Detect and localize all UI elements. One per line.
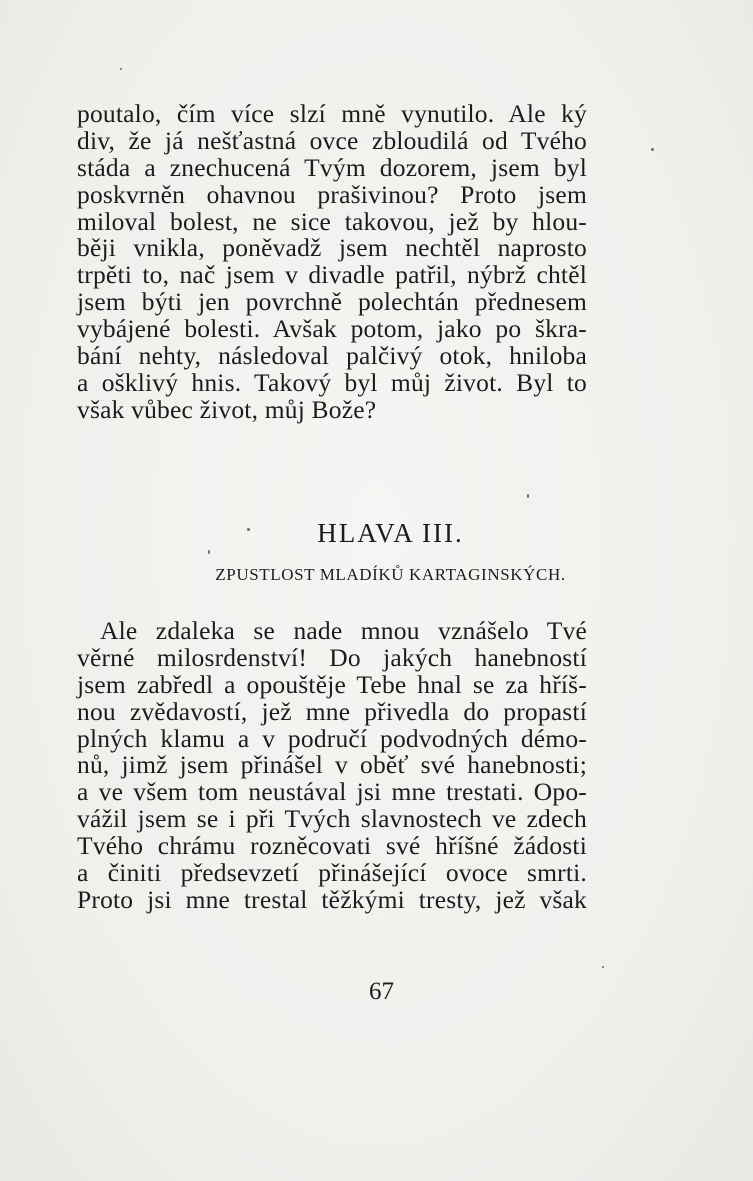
text-line: Proto jsi mne trestal těžkými tresty, jež však (77, 884, 587, 914)
text-line: a činiti předsevzetí přinášející ovoce smrti. (77, 858, 587, 888)
paper-speck (208, 550, 210, 554)
text-line: poutalo, čím více slzí mně vynutilo. Ale ký (77, 99, 587, 128)
text-line: však vůbec život, můj Bože? (77, 394, 377, 424)
text-line: plných klamu a v područí podvodných démo- (77, 723, 587, 753)
text-line: nou zvědavostí, jež mne přivedla do propastí (77, 696, 587, 726)
paper-speck (602, 966, 604, 968)
paragraph-2 (77, 618, 587, 914)
text-line: bání nehty, následoval palčivý otok, hniloba (77, 341, 587, 371)
text-line: nů, jimž jsem přinášel v oběť své hanebnosti; (77, 750, 587, 780)
chapter-title: HLAVA III. (317, 518, 464, 548)
text-line: Tvého chrámu rozněcovati své hříšné žádosti (77, 831, 587, 861)
text-line: miloval bolest, ne sice takovou, jež by hlou- (77, 206, 587, 236)
text-line: a ve všem tom neustával jsi mne trestati. Opo- (77, 777, 587, 807)
paragraph-1 (77, 101, 587, 424)
text-line: běji vnikla, poněvadž jsem nechtěl naprosto (77, 233, 587, 263)
text-line: div, že já nešťastná ovce zbloudilá od Tvého (77, 125, 587, 155)
page-number: 67 (369, 978, 394, 1005)
text-line: a ošklivý hnis. Takový byl můj život. Byl to (77, 367, 587, 397)
text-line: vybájené bolesti. Avšak potom, jako po škra- (77, 314, 587, 344)
text-line: vážil jsem se i při Tvých slavnostech ve zdech (77, 804, 587, 834)
text-line: poskvrněn ohavnou prašivinou? Proto jsem (77, 179, 587, 209)
paper-speck (247, 528, 250, 531)
text-line: jsem zabředl a opouštěje Tebe hnal se za hříš- (77, 669, 587, 699)
paper-speck (651, 148, 654, 151)
text-line: Ale zdaleka se nade mnou vznášelo Tvé (100, 616, 587, 645)
text-line: jsem býti jen povrchně polechtán přednesem (77, 287, 587, 317)
paper-speck (527, 494, 529, 498)
paper-speck (120, 68, 122, 70)
text-line: stáda a znechucená Tvým dozorem, jsem byl (77, 152, 587, 182)
text-line: věrné milosrdenství! Do jakých hanebností (77, 642, 587, 672)
text-line: trpěti to, nač jsem v divadle patřil, nýbrž chtěl (77, 260, 587, 290)
chapter-subtitle: ZPUSTLOST MLADÍKŮ KARTAGINSKÝCH. (215, 565, 566, 584)
